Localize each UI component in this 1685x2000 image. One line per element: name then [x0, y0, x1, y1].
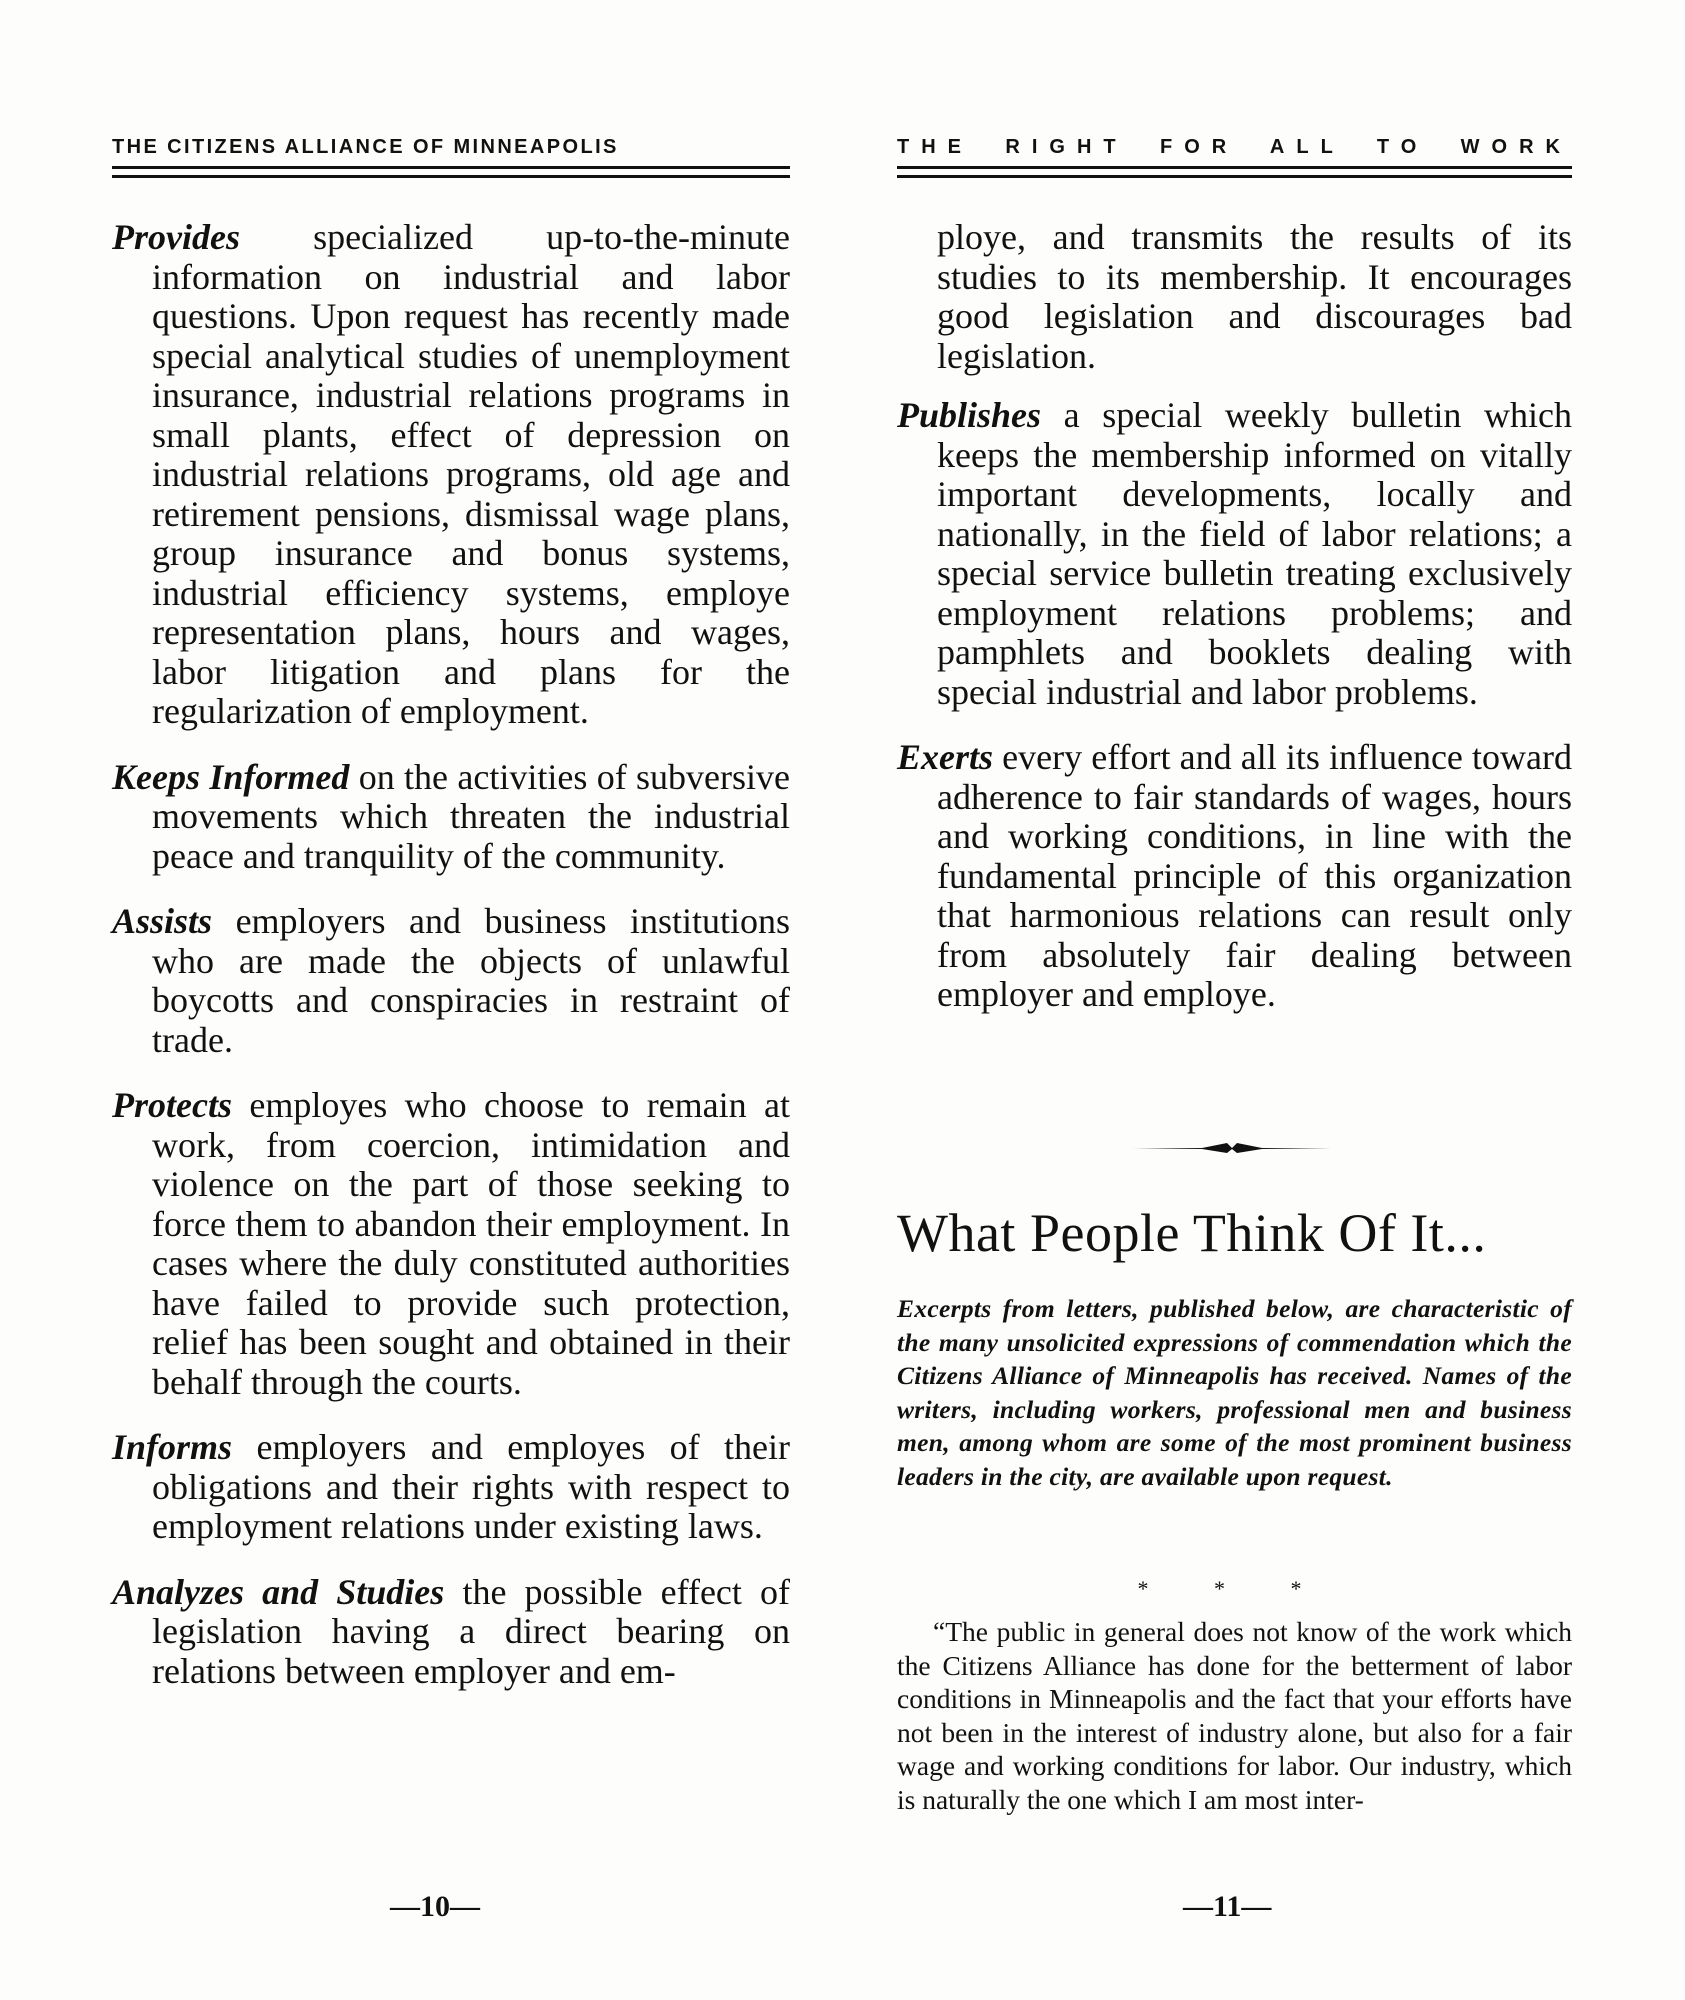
item-text: employers and business institutions who are made the objects of unlawful boycotts and conspiracies in restraint of trade.	[152, 901, 791, 1060]
list-item	[897, 396, 1572, 712]
item-keyword: Exerts	[897, 737, 994, 777]
section-title: What People Think Of It...	[897, 1203, 1487, 1263]
left-body	[112, 218, 790, 1717]
item-keyword: Informs	[112, 1427, 233, 1467]
page-number: —11—	[1183, 1890, 1272, 1923]
section-intro: Excerpts from letters, published below, are characteristic of the many unsolicited expressions of commendation which the Citizens Alliance of Minneapolis has received. Names of the writers, including workers, professional men and business men, among whom are some of the most prominent business leaders in the city, are available upon request.	[897, 1294, 1572, 1491]
item-text: employes who choose to remain at work, from coercion, intimidation and violence on the part of those seeking to force them to abandon their employment. In cases where the duly constituted authorities have failed to provide such protection, relief has been sought and obtained in their behalf through the courts.	[152, 1085, 790, 1402]
list-item	[112, 1428, 790, 1547]
right-body	[897, 218, 1572, 1041]
list-item	[112, 902, 790, 1060]
item-text: every effort and all its influence toward adherence to fair standards of wages, hours and working conditions, in line with the fundamental principle of this organization that harmonious relations can result only from absolutely fair dealing between employer and employe.	[937, 737, 1572, 1014]
header-rule	[112, 166, 790, 178]
item-text: employers and employes of their obligations and their rights with respect to employment relations under existing laws.	[152, 1427, 790, 1546]
running-head: THE CITIZENS ALLIANCE OF MINNEAPOLIS	[112, 136, 619, 158]
item-text: specialized up-to-the-minute information on industrial and labor questions. Upon request has recently made special analytical studies of unemployment insurance, industrial relations programs in small plants, effect of depression on industrial relations programs, old age and retirement pensions, dismissal wage plans, group insurance and bonus systems, industrial efficiency systems, employe representation plans, hours and wages, labor litigation and plans for the regularization of employment.	[152, 217, 790, 731]
list-item	[112, 1086, 790, 1402]
item-text: a special weekly bulletin which keeps the membership informed on vitally important developments, locally and nationally, in the field of labor relations; a special service bulletin treating exclusively employment relations problems; and pamphlets and booklets dealing with special industrial and labor problems.	[937, 395, 1572, 712]
list-item	[112, 758, 790, 877]
continuation-text: ploye, and transmits the results of its studies to its membership. It encourages good legislation and discourages bad legislation.	[937, 217, 1572, 376]
asterism: * * *	[1137, 1576, 1332, 1601]
list-item	[897, 738, 1572, 1015]
item-keyword: Protects	[112, 1085, 232, 1125]
running-head: THE RIGHT FOR ALL TO WORK	[897, 136, 1572, 158]
item-keyword: Analyzes and Studies	[112, 1571, 445, 1612]
item-keyword: Keeps Informed	[112, 756, 350, 797]
list-item	[112, 1573, 790, 1692]
item-text: on the activities of subversive movements which threaten the industrial peace and tranquility of the community.	[152, 756, 790, 876]
ornament-divider	[1132, 1140, 1332, 1156]
header-rule	[897, 166, 1572, 178]
item-keyword: Publishes	[897, 395, 1042, 435]
letter-excerpt: “The public in general does not know of the work which the Citizens Alliance has done for the betterment of labor conditions in Minneapolis and the fact that your efforts have not been in the interest of industry alone, but also for a fair wage and working conditions for labor. Our industry, which is naturally the one which I am most inter-	[897, 1616, 1572, 1815]
item-keyword: Provides	[112, 217, 240, 257]
item-text: the possible effect of legislation having a direct bearing on relations between employer and em-	[152, 1571, 791, 1691]
page-number: —10—	[390, 1890, 480, 1923]
list-item	[112, 218, 790, 732]
item-keyword: Assists	[112, 901, 213, 941]
